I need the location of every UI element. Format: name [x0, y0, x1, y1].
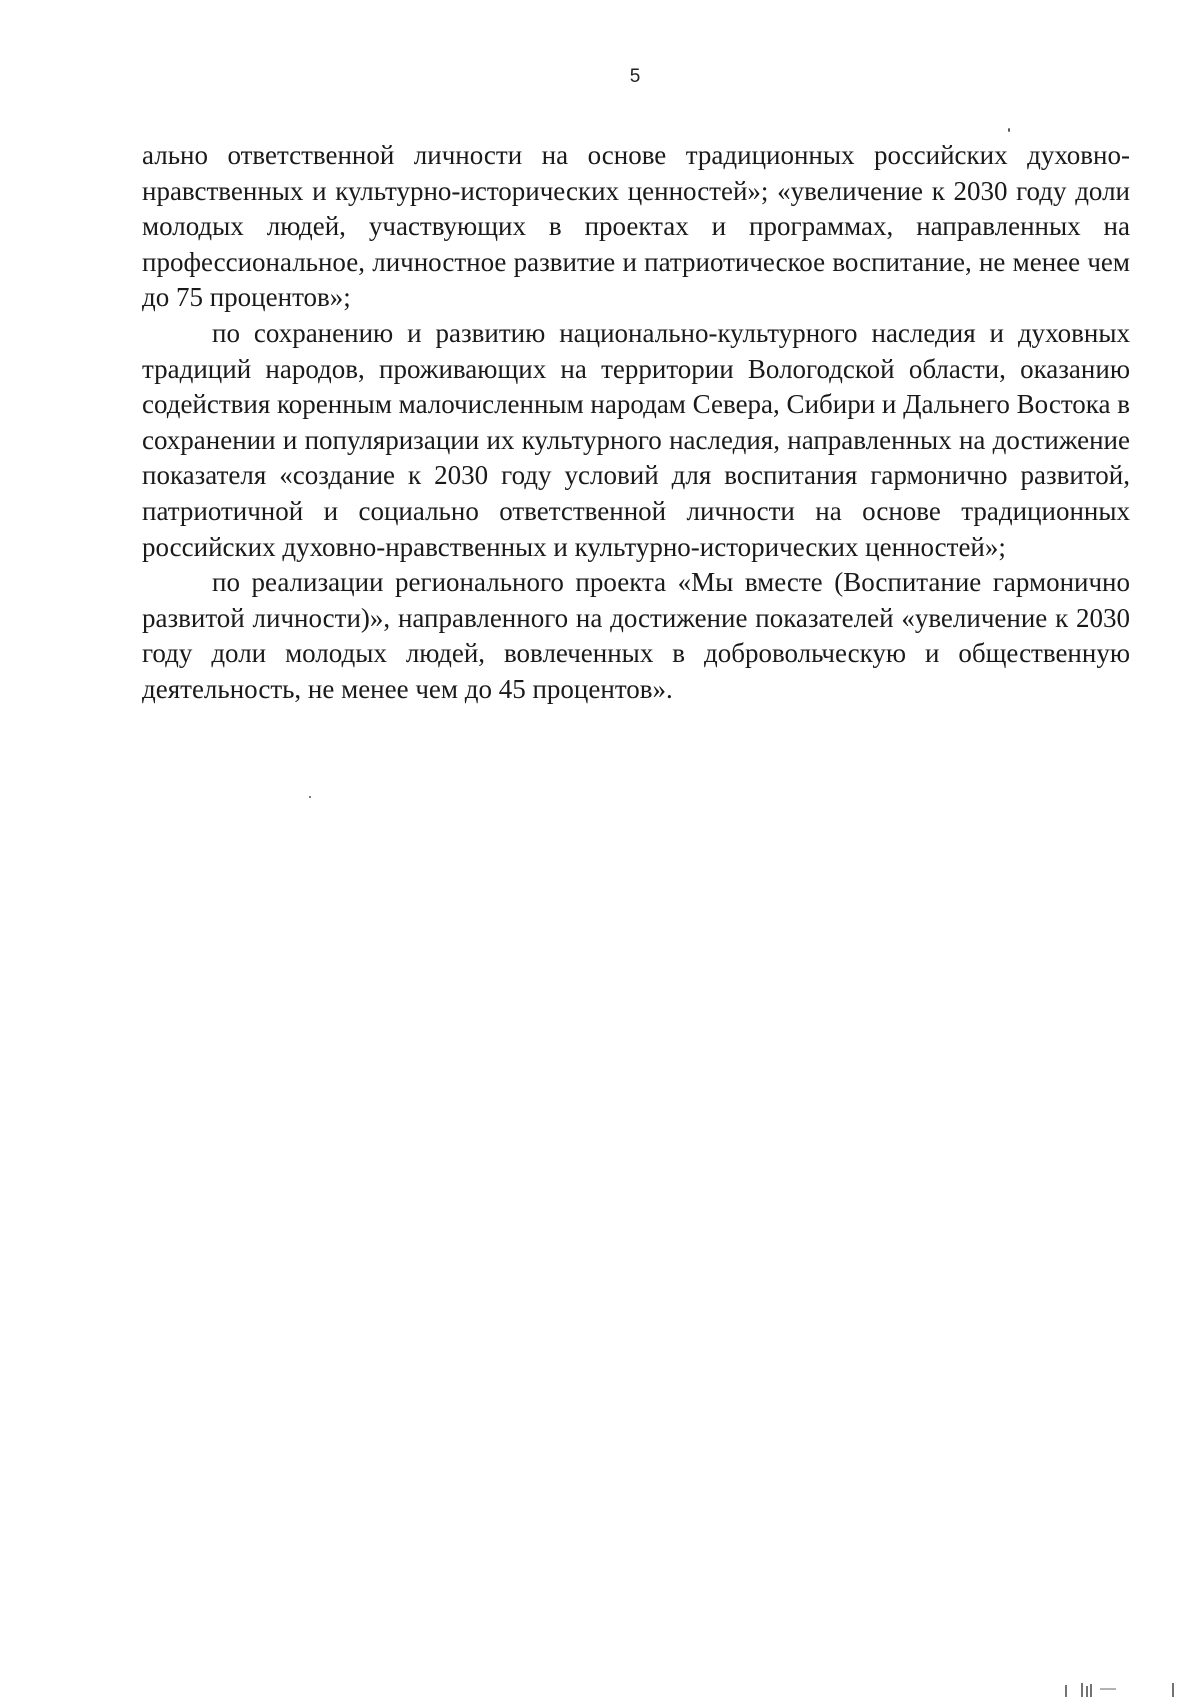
scan-speck [1008, 128, 1010, 132]
page-number: 5 [629, 66, 641, 87]
paragraph-heritage: по сохранению и развитию национально-культурного наследия и духовных традиций народов, проживающих на территории Вологодской области, оказанию содействия коренным малочисленным народам Севера, Сибири и Дальнего Востока в сохранении и популяризации их культурного наследия, направленных на достижение показателя «создание к 2030 году условий для воспитания гармонично развитой, патриотичной и социально ответственной личности на основе традиционных российских духовно-нравственных и культурно-исторических ценностей»; [142, 317, 1130, 562]
paragraph-continuation: ально ответственной личности на основе традиционных российских духовно-нравственных и культурно-исторических ценностей»; «увеличение к 2030 году доли молодых людей, участвующих в проектах и программах, направленных на профессиональное, личностное развитие и патриотическое воспитание, не менее чем до 75 процентов»; [142, 140, 1130, 313]
document-body [142, 138, 1130, 708]
scan-edge-marks [1060, 1681, 1180, 1697]
paragraph-regional-project: по реализации регионального проекта «Мы вместе (Воспитание гармонично развитой личности)», направленного на достижение показателей «увеличение к 2030 году доли молодых людей, вовлеченных в добровольческую и общественную деятельность, не менее чем до 45 процентов». [142, 567, 1130, 704]
scan-speck [309, 796, 311, 798]
